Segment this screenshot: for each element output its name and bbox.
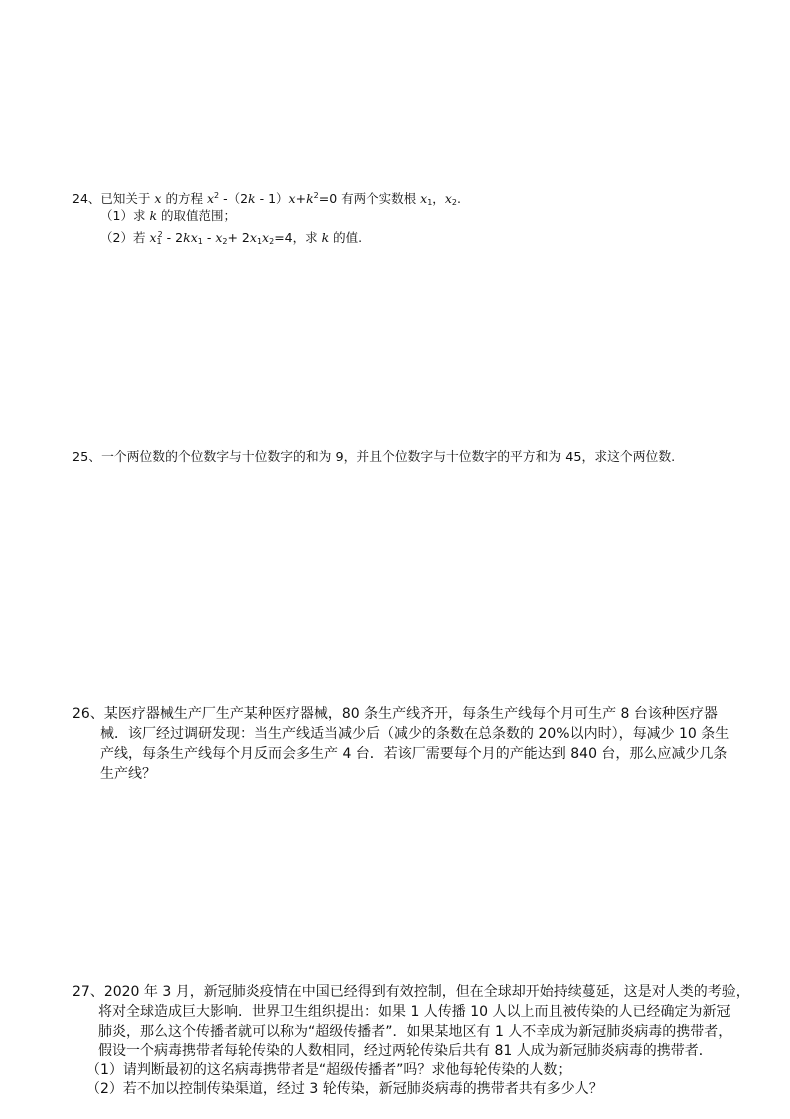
question-25-text: 25、一个两位数的个位数字与十位数字的和为 9，并且个位数字与十位数字的平方和为 45，求这个两位数. bbox=[72, 450, 676, 465]
question-24-part-2: （2）若 $x_1^2 - 2kx_1 - x_2+ 2x_1x_2=4$，求 k 的值. bbox=[100, 230, 363, 246]
question-27-line-1: 27、2020 年 3 月，新冠肺炎疫情在中国已经得到有效控制，但在全球却开始持续蔓延，这是对人类的考验， bbox=[72, 984, 750, 1000]
question-26-line-1: 26、某医疗器械生产厂生产某种医疗器械，80 条生产线齐开，每条生产线每个月可生产 8 台该种医疗器 bbox=[72, 706, 718, 722]
question-24-stem: 24、已知关于 x 的方程 $x^2$ $-(2k - 1)x+k^2=0$ 有两个实数根 $x_1$，$x_2$. bbox=[72, 191, 461, 207]
question-27-line-2: 将对全球造成巨大影响．世界卫生组织提出：如果 1 人传播 10 人以上而且被传染的人已经确定为新冠 bbox=[98, 1004, 731, 1020]
question-26-line-3: 产线，每条生产线每个月反而会多生产 4 台．若该厂需要每个月的产能达到 840 台，那么应减少几条 bbox=[100, 746, 728, 762]
question-24-part-1: （1）求 k 的取值范围； bbox=[100, 208, 237, 223]
question-27-part-2: （2）若不加以控制传染渠道，经过 3 轮传染，新冠肺炎病毒的携带者共有多少人？ bbox=[86, 1081, 603, 1097]
question-27-line-3: 肺炎，那么这个传播者就可以称为“超级传播者”．如果某地区有 1 人不幸成为新冠肺炎病毒的携带者， bbox=[98, 1024, 733, 1040]
question-26-line-4: 生产线？ bbox=[100, 766, 156, 782]
question-26-line-2: 械．该厂经过调研发现：当生产线适当减少后（减少的条数在总条数的 20%以内时），每减少 10 条生 bbox=[100, 726, 730, 742]
question-27-part-1: （1）请判断最初的这名病毒携带者是“超级传播者”吗？求他每轮传染的人数； bbox=[86, 1062, 572, 1078]
question-27-line-4: 假设一个病毒携带者每轮传染的人数相同，经过两轮传染后共有 81 人成为新冠肺炎病毒的携带者． bbox=[98, 1043, 713, 1059]
